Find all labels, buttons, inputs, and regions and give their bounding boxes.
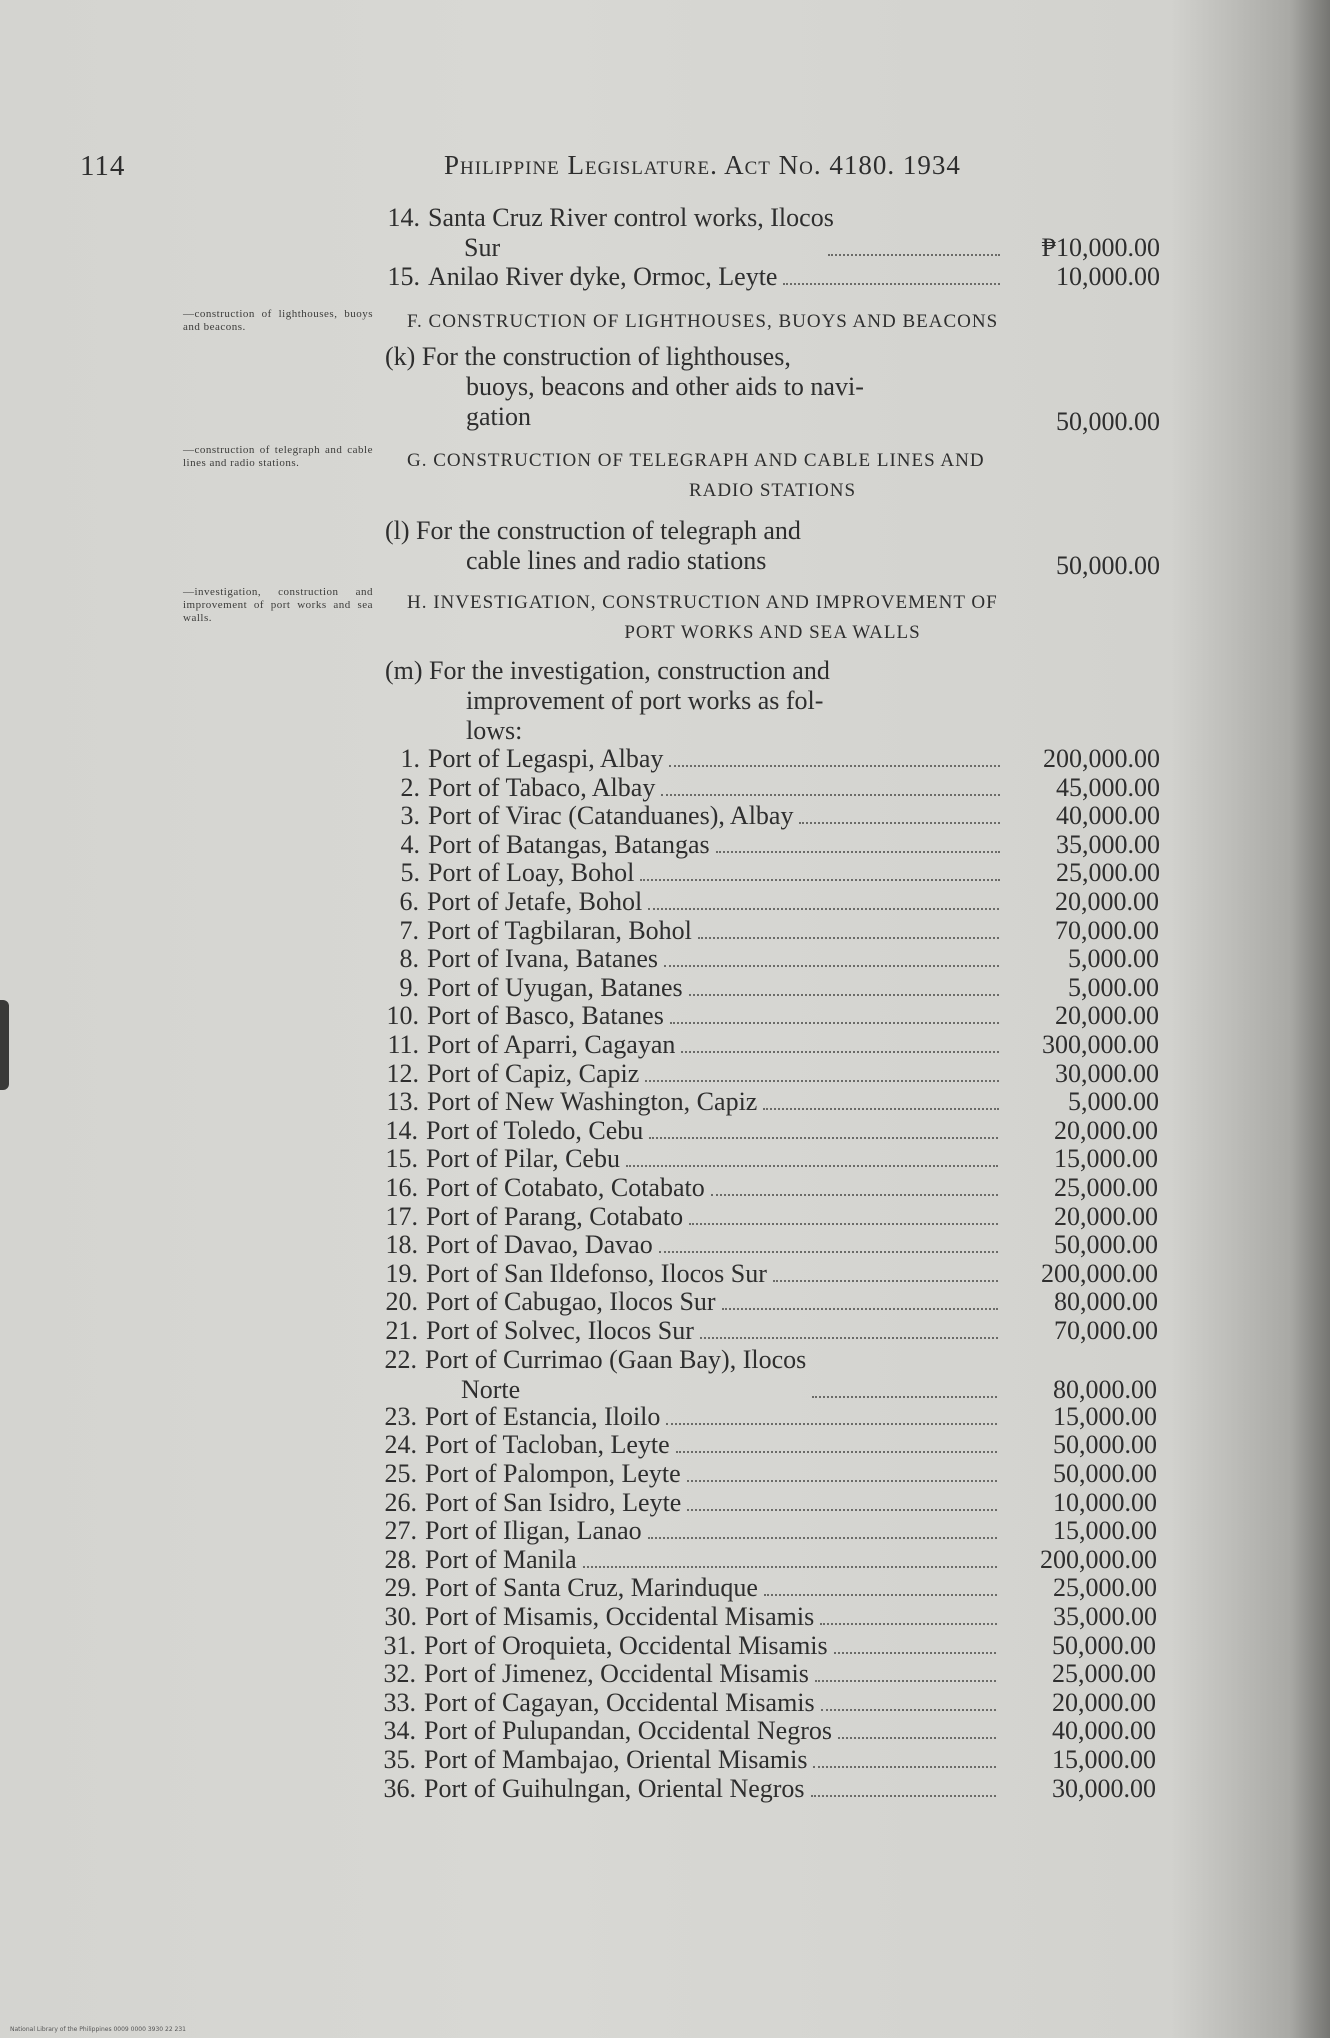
dot-leader (583, 1565, 997, 1568)
port-number: 2. (400, 773, 420, 802)
port-name: Port of Estancia, Iloilo (425, 1402, 661, 1431)
port-name: Port of Loay, Bohol (428, 858, 635, 887)
port-number: 30. (384, 1602, 417, 1631)
dot-leader (813, 1765, 996, 1768)
dot-leader (689, 993, 999, 996)
port-row (382, 1602, 1157, 1632)
port-amount: 35,000.00 (1056, 830, 1160, 859)
paragraph-k (385, 342, 965, 432)
port-amount: 25,000.00 (1056, 858, 1160, 887)
item-amount: 10,000.00 (1056, 262, 1160, 291)
port-name: Port of Virac (Catanduanes), Albay (428, 801, 794, 830)
dot-leader (687, 1479, 997, 1482)
port-row (384, 973, 1159, 1003)
item-amount: ₱10,000.00 (1041, 233, 1160, 262)
section-heading-f (385, 307, 1160, 337)
port-number: 27. (384, 1516, 417, 1545)
port-amount: 10,000.00 (1053, 1488, 1157, 1517)
port-number: 29. (384, 1573, 417, 1602)
dot-leader (640, 878, 1000, 881)
margin-note-lighthouses: —construction of lighthouses, buoys and beacons. (183, 308, 373, 333)
port-name: Port of Toledo, Cebu (426, 1116, 644, 1145)
port-name: Port of Solvec, Ilocos Sur (426, 1316, 694, 1345)
port-row (384, 1001, 1159, 1031)
dot-leader (838, 1736, 996, 1739)
port-amount: 20,000.00 (1054, 1116, 1158, 1145)
port-amount: 20,000.00 (1055, 1001, 1159, 1030)
port-number: 15. (385, 1144, 418, 1173)
section-heading-line: F. CONSTRUCTION OF LIGHTHOUSES, BUOYS AND BEACONS (407, 311, 999, 332)
dot-leader (666, 1422, 997, 1425)
port-row (383, 1116, 1158, 1146)
dot-leader (722, 1307, 998, 1310)
port-name: Port of Palompon, Leyte (425, 1459, 681, 1488)
port-number: 17. (385, 1202, 418, 1231)
port-amount: 25,000.00 (1052, 1659, 1156, 1688)
dot-leader (687, 1508, 997, 1511)
item-line: Santa Cruz River control works, Ilocos (428, 203, 834, 232)
port-name: Port of San Isidro, Leyte (425, 1488, 682, 1517)
port-number: 31. (383, 1631, 416, 1660)
port-name: Port of Uyugan, Batanes (427, 973, 683, 1002)
port-row (382, 1430, 1157, 1460)
port-number: 13. (386, 1087, 419, 1116)
port-number: 16. (385, 1173, 418, 1202)
port-amount: 70,000.00 (1054, 1316, 1158, 1345)
port-amount: 20,000.00 (1054, 1202, 1158, 1231)
port-row (384, 1087, 1159, 1117)
port-row (383, 1144, 1158, 1174)
port-number: 12. (386, 1059, 419, 1088)
para-label: (k) (385, 342, 416, 371)
port-number: 21. (385, 1316, 418, 1345)
port-name: Port of Cagayan, Occidental Misamis (424, 1688, 815, 1717)
dot-leader (711, 1193, 998, 1196)
dot-leader (649, 1136, 998, 1139)
port-name: Port of Manila (425, 1545, 577, 1574)
port-name: Port of Pulupandan, Occidental Negros (424, 1716, 832, 1745)
port-row (383, 1173, 1158, 1203)
port-number: 4. (400, 830, 420, 859)
para-line: For the investigation, construction and (429, 656, 830, 685)
port-row (381, 1631, 1156, 1661)
port-number: 33. (383, 1688, 416, 1717)
port-row (385, 858, 1160, 888)
port-row (384, 887, 1159, 917)
port-row (382, 1402, 1157, 1432)
port-name: Port of Aparri, Cagayan (427, 1030, 676, 1059)
dot-leader (820, 1622, 997, 1625)
para-line: lows: (466, 716, 523, 745)
dot-leader (648, 907, 999, 910)
dot-leader (659, 1250, 998, 1253)
port-number: 11. (387, 1030, 419, 1059)
para-line: gation (466, 402, 531, 431)
port-name: Port of Jimenez, Occidental Misamis (424, 1659, 809, 1688)
dot-leader (828, 253, 1000, 256)
port-amount: 45,000.00 (1056, 773, 1160, 802)
port-name: Port of Cotabato, Cotabato (426, 1173, 705, 1202)
dot-leader (681, 1050, 999, 1053)
dot-leader (700, 1336, 998, 1339)
paragraph-m (385, 656, 965, 746)
top-item-14 (385, 203, 1160, 263)
port-row (385, 744, 1160, 774)
port-name: Port of Batangas, Batangas (428, 830, 710, 859)
dot-leader (664, 964, 999, 967)
dot-leader (645, 1079, 999, 1082)
port-row (381, 1774, 1156, 1804)
section-heading-line: PORT WORKS AND SEA WALLS (624, 622, 921, 643)
port-amount: 50,000.00 (1053, 1430, 1157, 1459)
footer-credit: National Library of the Philippines 0009 0000 3930 22 231 (10, 2026, 186, 2033)
dot-leader (834, 1651, 996, 1654)
section-heading-line: G. CONSTRUCTION OF TELEGRAPH AND CABLE LINES AND (407, 450, 985, 471)
port-number: 23. (384, 1402, 417, 1431)
port-amount: 5,000.00 (1068, 973, 1159, 1002)
dot-leader (670, 1021, 999, 1024)
port-number: 22. (384, 1345, 417, 1374)
dot-leader (764, 1593, 997, 1596)
para-line: cable lines and radio stations (466, 546, 767, 575)
port-row (382, 1459, 1157, 1489)
item-number: 14. (387, 203, 420, 232)
port-name: Port of San Ildefonso, Ilocos Sur (426, 1259, 767, 1288)
port-number: 32. (383, 1659, 416, 1688)
dot-leader (661, 793, 1000, 796)
section-heading-g (385, 446, 1160, 506)
para-label: (m) (385, 656, 423, 685)
port-row (383, 1259, 1158, 1289)
para-label: (l) (385, 516, 410, 545)
port-number: 20. (385, 1287, 418, 1316)
port-amount: 200,000.00 (1041, 1259, 1158, 1288)
port-amount: 15,000.00 (1053, 1516, 1157, 1545)
section-heading-h (385, 588, 1160, 648)
port-amount: 30,000.00 (1055, 1059, 1159, 1088)
port-name: Port of Tabaco, Albay (428, 773, 656, 802)
port-name: Port of Pilar, Cebu (426, 1144, 620, 1173)
port-name: Port of Oroquieta, Occidental Misamis (424, 1631, 828, 1660)
port-amount: 40,000.00 (1056, 801, 1160, 830)
port-row (383, 1316, 1158, 1346)
port-row (382, 1516, 1157, 1546)
dot-leader (676, 1450, 997, 1453)
port-number: 10. (386, 1001, 419, 1030)
dot-leader (821, 1708, 996, 1711)
port-row (381, 1688, 1156, 1718)
port-name: Port of Mambajao, Oriental Misamis (424, 1745, 808, 1774)
dot-leader (799, 821, 1000, 824)
port-row (382, 1488, 1157, 1518)
port-row (384, 944, 1159, 974)
port-name: Port of Misamis, Occidental Misamis (425, 1602, 815, 1631)
port-name: Port of Davao, Davao (426, 1230, 653, 1259)
port-amount: 5,000.00 (1068, 1087, 1159, 1116)
item-text: Anilao River dyke, Ormoc, Leyte (428, 262, 778, 291)
dot-leader (811, 1794, 996, 1797)
port-amount: 5,000.00 (1068, 944, 1159, 973)
dot-leader (815, 1679, 996, 1682)
page-number: 114 (80, 150, 126, 182)
port-name: Port of Santa Cruz, Marinduque (425, 1573, 758, 1602)
dot-leader (698, 936, 999, 939)
port-row (383, 1287, 1158, 1317)
port-amount: 15,000.00 (1052, 1745, 1156, 1774)
port-number: 24. (384, 1430, 417, 1459)
port-number: 18. (385, 1230, 418, 1259)
port-name: Port of Legaspi, Albay (428, 744, 664, 773)
port-row (385, 773, 1160, 803)
port-number: 1. (400, 744, 420, 773)
port-name: Port of Jetafe, Bohol (427, 887, 643, 916)
port-name: Port of Cabugao, Ilocos Sur (426, 1287, 716, 1316)
port-number: 28. (384, 1545, 417, 1574)
port-amount: 25,000.00 (1053, 1573, 1157, 1602)
item-line-cont: Sur (464, 233, 501, 262)
dot-leader (689, 1222, 998, 1225)
port-name: Port of Parang, Cotabato (426, 1202, 684, 1231)
margin-note-telegraph: —construction of telegraph and cable lines and radio stations. (183, 444, 373, 469)
port-row (384, 1030, 1159, 1060)
dot-leader (812, 1395, 997, 1398)
port-number: 19. (385, 1259, 418, 1288)
port-name: Port of New Washington, Capiz (427, 1087, 758, 1116)
margin-note-port-works: —investigation, construction and improvement of port works and sea walls. (183, 586, 373, 624)
port-amount: 50,000.00 (1054, 1230, 1158, 1259)
port-name: Port of Tagbilaran, Bohol (427, 916, 692, 945)
port-amount: 50,000.00 (1052, 1631, 1156, 1660)
item-number: 15. (387, 262, 420, 291)
port-row (381, 1745, 1156, 1775)
port-name: Port of Ivana, Batanes (427, 944, 659, 973)
port-amount: 20,000.00 (1052, 1688, 1156, 1717)
port-amount: 50,000.00 (1053, 1459, 1157, 1488)
port-amount: 80,000.00 (1054, 1287, 1158, 1316)
dot-leader (763, 1107, 999, 1110)
port-number: 36. (383, 1774, 416, 1803)
paragraph-l (385, 516, 965, 576)
running-head: Philippine Legislature. Act No. 4180. 1934 (444, 150, 961, 180)
port-row (381, 1659, 1156, 1689)
port-row (385, 801, 1160, 831)
port-number: 7. (399, 916, 419, 945)
port-name: Port of Guihulngan, Oriental Negros (424, 1774, 805, 1803)
port-row (384, 916, 1159, 946)
port-amount: 35,000.00 (1053, 1602, 1157, 1631)
port-amount: 30,000.00 (1052, 1774, 1156, 1803)
port-number: 14. (385, 1116, 418, 1145)
port-amount: 200,000.00 (1043, 744, 1160, 773)
port-name: Port of Basco, Batanes (427, 1001, 664, 1030)
port-number: 8. (399, 944, 419, 973)
para-line: For the construction of lighthouses, (421, 342, 791, 371)
port-number: 6. (399, 887, 419, 916)
port-number: 5. (400, 858, 420, 887)
port-amount: 200,000.00 (1040, 1545, 1157, 1574)
section-heading-line: H. INVESTIGATION, CONSTRUCTION AND IMPROVEMENT OF (407, 592, 998, 613)
port-amount: 15,000.00 (1053, 1402, 1157, 1431)
port-number: 35. (383, 1745, 416, 1774)
para-line: improvement of port works as fol- (466, 686, 824, 715)
port-number: 3. (400, 801, 420, 830)
dot-leader (773, 1279, 998, 1282)
dot-leader (783, 282, 1000, 285)
port-row (384, 1059, 1159, 1089)
port-number: 9. (399, 973, 419, 1002)
dot-leader (669, 764, 1000, 767)
port-amount: 20,000.00 (1055, 887, 1159, 916)
port-name-cont: Norte (461, 1375, 521, 1404)
dot-leader (648, 1536, 997, 1539)
port-amount: 300,000.00 (1042, 1030, 1159, 1059)
port-amount: 40,000.00 (1052, 1716, 1156, 1745)
amount-k: 50,000.00 (1056, 407, 1160, 436)
port-row (383, 1230, 1158, 1260)
port-amount: 80,000.00 (1053, 1375, 1157, 1404)
item-line (428, 233, 834, 263)
port-row (383, 1202, 1158, 1232)
section-heading-line: RADIO STATIONS (688, 480, 857, 501)
port-amount: 70,000.00 (1055, 916, 1159, 945)
port-number: 34. (383, 1716, 416, 1745)
port-amount: 25,000.00 (1054, 1173, 1158, 1202)
dot-leader (626, 1164, 998, 1167)
para-line: For the construction of telegraph and (416, 516, 801, 545)
port-name: Port of Tacloban, Leyte (425, 1430, 670, 1459)
port-name: Port of Capiz, Capiz (427, 1059, 640, 1088)
para-line: buoys, beacons and other aids to navi- (466, 372, 864, 401)
port-number: 25. (384, 1459, 417, 1488)
item-text (428, 203, 834, 263)
port-row (381, 1716, 1156, 1746)
port-row (382, 1345, 1157, 1405)
page-edge-shadow (1290, 0, 1330, 2038)
port-row (385, 830, 1160, 860)
binding-mark (0, 1000, 9, 1090)
port-name: Port of Iligan, Lanao (425, 1516, 642, 1545)
top-item-15 (385, 262, 1160, 292)
port-name-line: Port of Currimao (Gaan Bay), Ilocos (425, 1345, 807, 1374)
port-row (382, 1545, 1157, 1575)
port-row (382, 1573, 1157, 1603)
port-number: 26. (384, 1488, 417, 1517)
amount-l: 50,000.00 (1056, 551, 1160, 580)
dot-leader (716, 850, 1000, 853)
port-name (425, 1345, 806, 1405)
port-amount: 15,000.00 (1054, 1144, 1158, 1173)
